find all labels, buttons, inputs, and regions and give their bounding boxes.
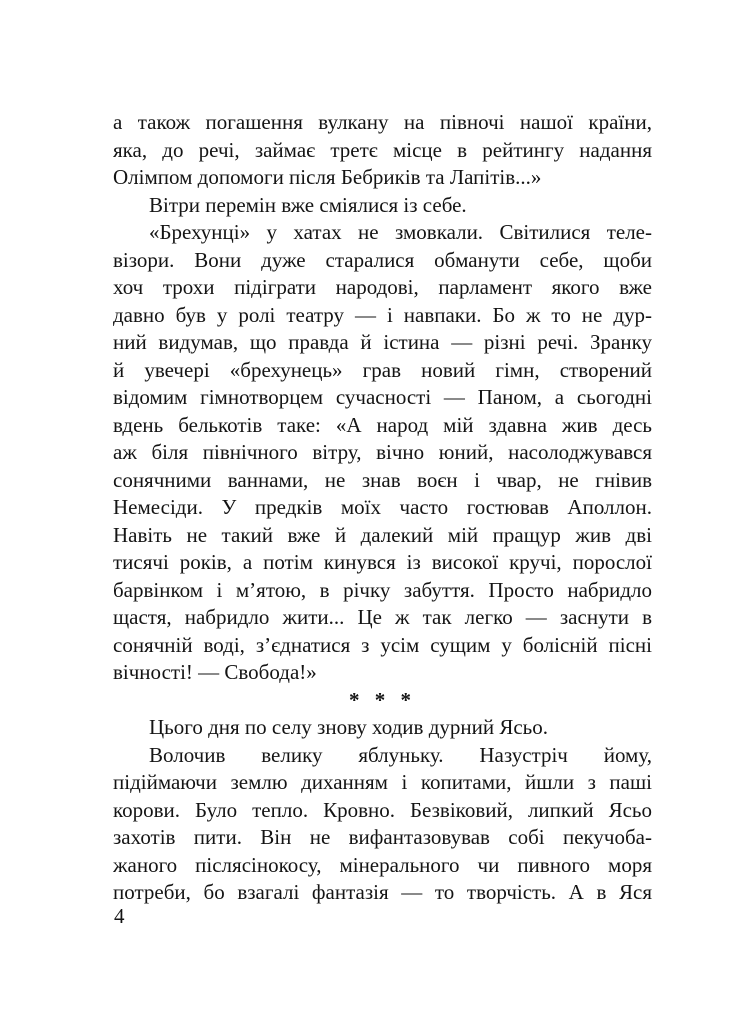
text-line: Немесіди. У предків моїх часто гостював Аполлон. — [113, 495, 652, 519]
text-line: давно був у ролі театру — і навпаки. Бо ж то не дур- — [113, 302, 652, 327]
text-line: щастя, набридло жити... Це ж так легко — заснути в — [113, 605, 652, 629]
text-line: «Брехунці» у хатах не змовкали. Світилися теле- — [149, 220, 652, 244]
text-line: ний видумав, що правда й істина — різні речі. Зранку — [113, 330, 652, 354]
text-line: корови. Було тепло. Кровно. Безвіковий, липкий Ясьо — [113, 797, 652, 822]
text-line: жаного післясінокосу, мінерального чи пивного моря — [113, 852, 652, 877]
text-line: сонячними ваннами, не знав воєн і чвар, не гнівив — [113, 467, 652, 492]
text-block — [113, 109, 652, 907]
text-line: а також погашення вулкану на півночі нашої країни, — [113, 110, 652, 134]
text-line: сонячній воді, з’єднатися з усім сущим у болісній пісні — [113, 632, 652, 657]
text-line: й увечері «брехунець» грав новий гімн, створений — [113, 357, 652, 382]
text-line: підіймаючи землю диханням і копитами, йшли з паші — [113, 770, 652, 794]
text-line: захотів пити. Він не вифантазовував собі пекучоба- — [113, 825, 652, 849]
text-line: потреби, бо взагалі фантазія — то творчість. А в Яся — [113, 880, 652, 904]
section-separator: * * * — [349, 687, 416, 712]
text-line: вдень белькотів таке: «А народ мій здавна жив десь — [113, 412, 652, 437]
page-number: 4 — [114, 904, 125, 928]
text-line: Цього дня по селу знову ходив дурний Ясьо. — [149, 715, 548, 739]
text-line: тисячі років, а потім кинувся із високої кручі, порослої — [113, 550, 652, 574]
text-line: вічності! — Свобода!» — [113, 660, 317, 684]
text-line: Олімпом допомоги після Бебриків та Лапітів...» — [113, 165, 542, 189]
text-line: хоч трохи підіграти народові, парламент якого вже — [113, 275, 652, 299]
text-line: візори. Вони дуже старалися обманути себе, щоби — [113, 247, 652, 272]
text-line: яка, до речі, займає третє місце в рейтингу надання — [113, 137, 652, 162]
text-line: Волочив велику яблуньку. Назустріч йому, — [149, 742, 652, 767]
text-line: аж біля північного вітру, вічно юний, насолоджувався — [113, 440, 652, 464]
text-line: Вітри перемін вже сміялися із себе. — [149, 192, 467, 217]
text-line: Навіть не такий вже й далекий мій пращур жив дві — [113, 522, 652, 547]
text-line: барвінком і м’ятою, в річку забуття. Просто набридло — [113, 577, 652, 602]
text-line: відомим гімнотворцем сучасності — Паном, а сьогодні — [113, 385, 652, 409]
